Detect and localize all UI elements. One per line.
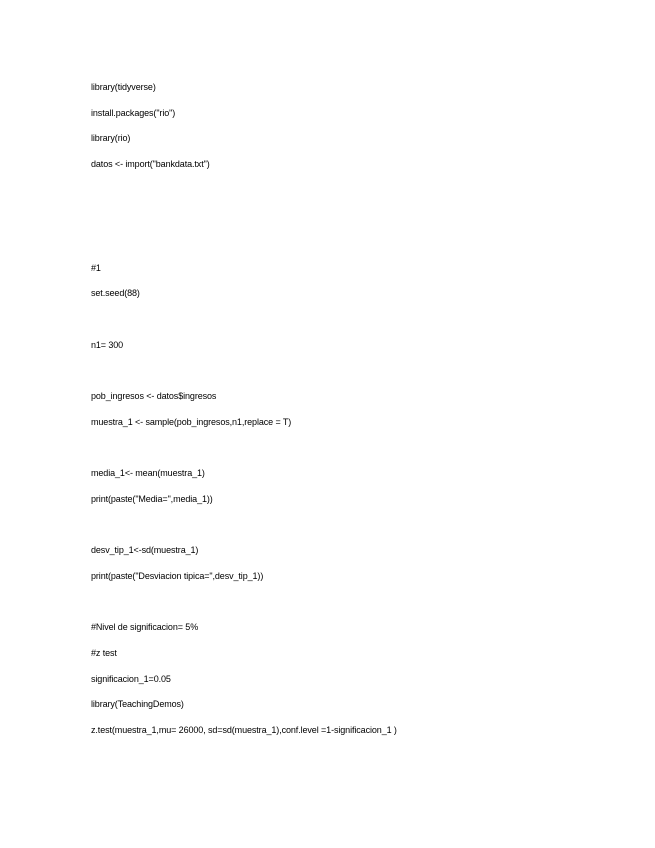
code-line-8: pob_ingresos <- datos$ingresos — [91, 391, 217, 401]
code-line-7: n1= 300 — [91, 340, 124, 350]
code-line-16: significacion_1=0.05 — [91, 674, 171, 684]
code-line-4: datos <- import("bankdata.txt") — [91, 159, 210, 169]
code-line-9: muestra_1 <- sample(pob_ingresos,n1,replace = T) — [91, 417, 292, 427]
code-line-11: print(paste("Media=",media_1)) — [91, 494, 213, 504]
code-line-2: install.packages("rio") — [91, 108, 176, 118]
code-line-5: #1 — [91, 263, 101, 273]
code-line-3: library(rio) — [91, 133, 131, 143]
code-line-1: library(tidyverse) — [91, 82, 156, 92]
code-line-17: library(TeachingDemos) — [91, 699, 184, 709]
code-line-12: desv_tip_1<-sd(muestra_1) — [91, 545, 199, 555]
code-line-10: media_1<- mean(muestra_1) — [91, 468, 205, 478]
code-line-14: #Nivel de significacion= 5% — [91, 622, 199, 632]
code-line-13: print(paste("Desviacion tipica=",desv_tip_1)) — [91, 571, 264, 581]
code-line-15: #z test — [91, 648, 117, 658]
code-line-18: z.test(muestra_1,mu= 26000, sd=sd(muestra_1),conf.level =1-significacion_1 ) — [91, 725, 397, 735]
code-line-6: set.seed(88) — [91, 288, 140, 298]
